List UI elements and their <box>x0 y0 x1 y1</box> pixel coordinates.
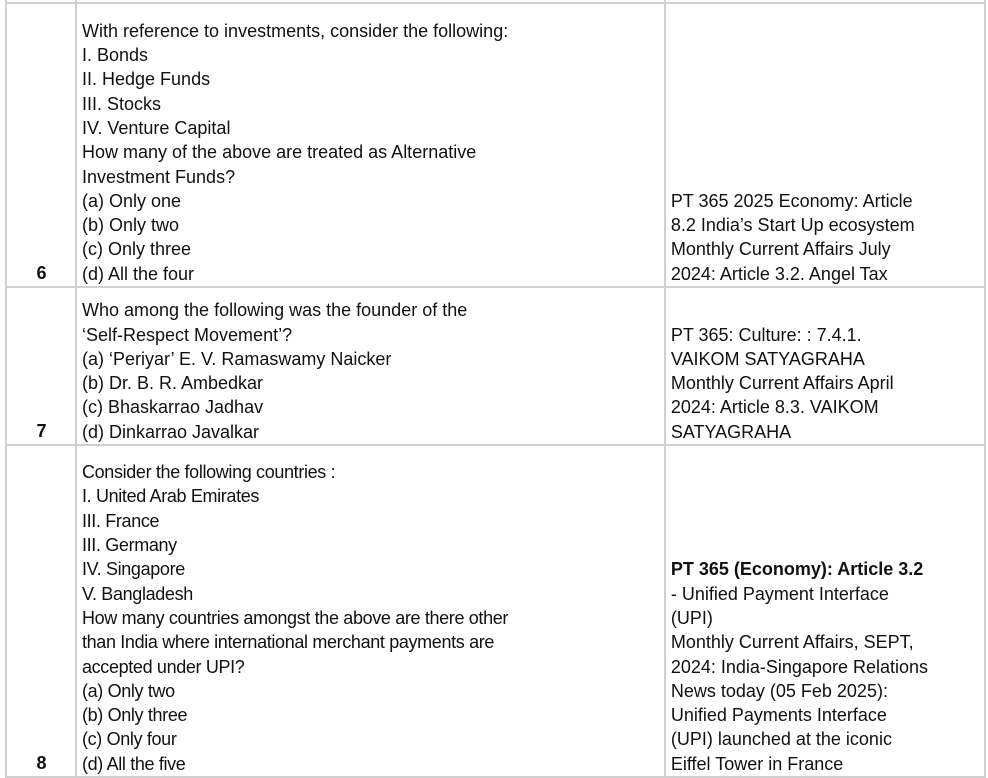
reference-line: News today (05 Feb 2025): <box>670 680 888 701</box>
reference-line: 2024: Article 8.3. VAIKOM <box>670 397 879 418</box>
reference-cell <box>665 3 985 287</box>
answer-option: (a) Only two <box>82 680 175 701</box>
statement-item: III. Stocks <box>82 93 162 114</box>
reference-line: Monthly Current Affairs, SEPT, <box>670 632 914 653</box>
question-stem: Consider the following countries : <box>82 462 336 483</box>
table-row <box>6 445 985 777</box>
statement-item: V. Bangladesh <box>82 583 193 604</box>
reference-line: 2024: Article 3.2. Angel Tax <box>670 263 888 284</box>
statement-item: IV. Singapore <box>82 559 185 580</box>
question-prompt: How many countries amongst the above are there other <box>82 607 509 628</box>
reference-cell <box>665 445 985 777</box>
reference-line: Eiffel Tower in France <box>670 753 844 774</box>
answer-option: (b) Dr. B. R. Ambedkar <box>82 373 264 394</box>
answer-option: (b) Only three <box>82 705 188 726</box>
reference-line: PT 365 2025 Economy: Article <box>670 190 913 211</box>
reference-heading: PT 365 (Economy): Article 3.2 <box>670 559 924 580</box>
question-number-cell: 8 <box>6 445 76 777</box>
answer-option: (c) Only three <box>82 239 192 260</box>
answer-option: (c) Only four <box>82 729 177 750</box>
statement-item: I. Bonds <box>82 45 149 66</box>
reference-line: 8.2 India’s Start Up ecosystem <box>670 215 915 236</box>
reference-line: SATYAGRAHA <box>670 421 792 442</box>
answer-option: (a) ‘Periyar’ E. V. Ramaswamy Naicker <box>82 348 392 369</box>
answer-option: (b) Only two <box>82 215 180 236</box>
reference-line: VAIKOM SATYAGRAHA <box>670 348 865 369</box>
question-number-cell: 7 <box>6 287 76 445</box>
question-number-cell: 6 <box>6 3 76 287</box>
reference-cell <box>665 287 985 445</box>
question-stem: Who among the following was the founder of the <box>82 300 468 321</box>
reference-line: Monthly Current Affairs July <box>670 239 891 260</box>
answer-option: (d) All the four <box>82 263 195 284</box>
reference-line: - Unified Payment Interface <box>670 583 889 604</box>
answer-option: (c) Bhaskarrao Jadhav <box>82 397 264 418</box>
statement-item: I. United Arab Emirates <box>82 486 260 507</box>
question-cell <box>76 3 665 287</box>
question-stem: With reference to investments, consider the following: <box>82 20 509 41</box>
answer-option: (d) All the five <box>82 753 186 774</box>
statement-item: IV. Venture Capital <box>82 117 231 138</box>
answer-option: (d) Dinkarrao Javalkar <box>82 421 260 442</box>
statement-item: III. Germany <box>82 535 177 556</box>
reference-line: (UPI) <box>670 607 713 628</box>
question-prompt: Investment Funds? <box>82 166 236 187</box>
statement-item: III. France <box>82 510 160 531</box>
question-prompt: How many of the above are treated as Alternative <box>82 142 477 163</box>
reference-line: Monthly Current Affairs April <box>670 373 894 394</box>
reference-line: PT 365: Culture: : 7.4.1. <box>670 324 862 345</box>
table-row <box>6 3 985 287</box>
question-stem: ‘Self-Respect Movement’? <box>82 324 293 345</box>
answer-option: (a) Only one <box>82 190 182 211</box>
reference-line: (UPI) launched at the iconic <box>670 729 892 750</box>
question-cell <box>76 287 665 445</box>
question-prompt: than India where international merchant payments are <box>82 632 495 653</box>
question-prompt: accepted under UPI? <box>82 656 245 677</box>
questions-table <box>5 0 986 778</box>
reference-line: 2024: India-Singapore Relations <box>670 656 929 677</box>
reference-line: Unified Payments Interface <box>670 705 887 726</box>
question-cell <box>76 445 665 777</box>
table-row <box>6 287 985 445</box>
statement-item: II. Hedge Funds <box>82 69 211 90</box>
